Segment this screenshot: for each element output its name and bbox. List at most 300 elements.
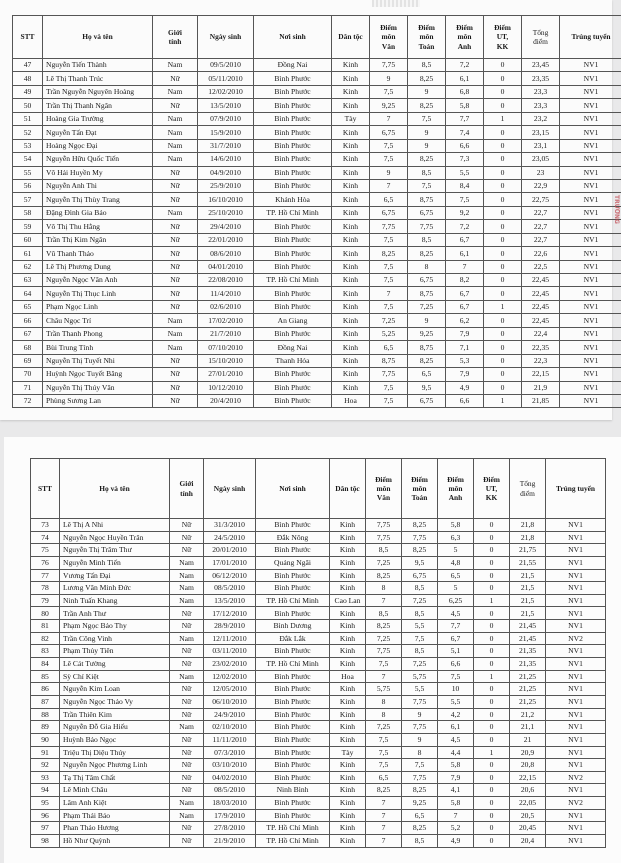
header-total — [522, 16, 560, 59]
document-page-2 — [4, 437, 621, 863]
cell-lit: 6,5 — [370, 193, 408, 206]
cell-ethnicity: Kinh — [332, 368, 370, 381]
cell-stt: 49 — [13, 85, 43, 98]
header-total — [510, 459, 546, 519]
cell-math: 6,5 — [408, 368, 446, 381]
cell-gender: Nữ — [153, 72, 198, 85]
cell-gender: Nam — [170, 809, 204, 822]
cell-bonus: 0 — [484, 139, 522, 152]
cell-stt: 86 — [31, 683, 60, 696]
cell-birthplace: Bình Phước — [254, 153, 332, 166]
cell-name: Trần Thiên Kim — [60, 708, 170, 721]
cell-gender: Nam — [153, 59, 198, 72]
cell-eng: 5 — [438, 582, 474, 595]
cell-admit: NV1 — [546, 695, 606, 708]
cell-dob: 04/02/2010 — [204, 771, 256, 784]
cell-gender: Nữ — [153, 300, 198, 313]
cell-admit: NV1 — [560, 381, 621, 394]
cell-name: Nguyễn Tấn Đạt — [43, 126, 153, 139]
cell-math: 7,75 — [402, 771, 438, 784]
header-dob: Ngày sinh — [204, 459, 256, 519]
cell-math: 9 — [408, 126, 446, 139]
cell-birthplace: Bình Phước — [254, 166, 332, 179]
cell-admit: NV1 — [546, 519, 606, 532]
cell-gender: Nam — [170, 670, 204, 683]
cell-ethnicity: Kinh — [332, 354, 370, 367]
cell-name: Nguyễn Thị Thúy Vân — [43, 381, 153, 394]
cell-name: Nguyễn Anh Thi — [43, 179, 153, 192]
table-row — [13, 368, 621, 381]
cell-bonus: 0 — [484, 166, 522, 179]
table-header-row — [13, 16, 621, 59]
cell-total: 23,35 — [522, 72, 560, 85]
cell-gender: Nam — [170, 797, 204, 810]
cell-birthplace: Bình Phước — [256, 683, 330, 696]
cell-total: 20,8 — [510, 759, 546, 772]
cell-math: 8,25 — [408, 153, 446, 166]
cell-name: Lê Thị Phương Dung — [43, 260, 153, 273]
cell-math: 7,5 — [408, 112, 446, 125]
cell-math: 7,25 — [402, 594, 438, 607]
cell-stt: 96 — [31, 809, 60, 822]
table-row — [31, 746, 606, 759]
cell-admit: NV1 — [560, 139, 621, 152]
cell-stt: 84 — [31, 658, 60, 671]
cell-bonus: 0 — [474, 733, 510, 746]
cell-math: 9 — [408, 314, 446, 327]
cell-bonus: 0 — [484, 153, 522, 166]
cell-birthplace: Bình Phước — [256, 544, 330, 557]
faint-stamp-mark — [372, 0, 420, 7]
table-row — [13, 394, 621, 407]
cell-dob: 17/12/2010 — [204, 607, 256, 620]
cell-dob: 17/01/2010 — [204, 556, 256, 569]
cell-gender: Nữ — [170, 746, 204, 759]
cell-ethnicity: Kinh — [332, 341, 370, 354]
table-row — [31, 670, 606, 683]
cell-stt: 74 — [31, 531, 60, 544]
cell-admit: NV1 — [546, 670, 606, 683]
cell-dob: 21/9/2010 — [204, 835, 256, 848]
cell-bonus: 1 — [484, 394, 522, 407]
cell-math: 5,5 — [402, 620, 438, 633]
cell-gender: Nữ — [170, 519, 204, 532]
cell-eng: 5,1 — [438, 645, 474, 658]
cell-ethnicity: Kinh — [332, 274, 370, 287]
header-name: Họ và tên — [60, 459, 170, 519]
cell-ethnicity: Kinh — [330, 695, 366, 708]
cell-admit: NV1 — [560, 85, 621, 98]
cell-lit: 7 — [370, 287, 408, 300]
table-row — [13, 126, 621, 139]
cell-total: 21,5 — [510, 569, 546, 582]
cell-ethnicity: Kinh — [330, 658, 366, 671]
cell-gender: Nam — [170, 632, 204, 645]
cell-gender: Nam — [153, 314, 198, 327]
cell-eng: 7,4 — [446, 126, 484, 139]
table-row — [13, 314, 621, 327]
header-total-label: Tổng điểm — [519, 479, 536, 498]
cell-math: 9,5 — [408, 381, 446, 394]
table-row — [13, 193, 621, 206]
cell-stt: 55 — [13, 166, 43, 179]
cell-name: Lê Cát Tường — [60, 658, 170, 671]
cell-admit: NV1 — [560, 153, 621, 166]
cell-birthplace: Bình Phước — [254, 394, 332, 407]
header-dob: Ngày sinh — [198, 16, 254, 59]
cell-total: 21,8 — [510, 531, 546, 544]
cell-eng: 7,2 — [446, 59, 484, 72]
table-row — [13, 59, 621, 72]
cell-lit: 9 — [370, 72, 408, 85]
cell-bonus: 0 — [474, 531, 510, 544]
cell-gender: Nữ — [153, 274, 198, 287]
table-row — [31, 835, 606, 848]
cell-bonus: 0 — [474, 771, 510, 784]
cell-birthplace: Bình Phước — [256, 746, 330, 759]
cell-gender: Nữ — [153, 220, 198, 233]
cell-stt: 91 — [31, 746, 60, 759]
cell-name: Trần Thị Kim Ngân — [43, 233, 153, 246]
table-row — [31, 594, 606, 607]
cell-ethnicity: Kinh — [332, 260, 370, 273]
cell-math: 8,25 — [408, 72, 446, 85]
cell-name: Lê Minh Châu — [60, 784, 170, 797]
cell-name: Huỳnh Ngọc Tuyết Băng — [43, 368, 153, 381]
cell-total: 21,9 — [522, 381, 560, 394]
cell-stt: 51 — [13, 112, 43, 125]
cell-stt: 63 — [13, 274, 43, 287]
cell-admit: NV2 — [546, 632, 606, 645]
cell-birthplace: TP. Hồ Chí Minh — [256, 594, 330, 607]
cell-admit: NV1 — [560, 274, 621, 287]
table-row — [31, 822, 606, 835]
cell-eng: 6,6 — [446, 139, 484, 152]
cell-birthplace: Bình Phước — [256, 582, 330, 595]
cell-lit: 7,25 — [370, 314, 408, 327]
cell-bonus: 0 — [484, 126, 522, 139]
cell-stt: 97 — [31, 822, 60, 835]
cell-eng: 7,9 — [446, 368, 484, 381]
cell-name: Nguyễn Kim Loan — [60, 683, 170, 696]
cell-dob: 27/8/2010 — [204, 822, 256, 835]
cell-eng: 9,2 — [446, 206, 484, 219]
cell-bonus: 0 — [474, 708, 510, 721]
cell-dob: 08/5/2010 — [204, 582, 256, 595]
header-gender-label: Giới tính — [179, 479, 194, 498]
cell-birthplace: Quảng Ngãi — [256, 556, 330, 569]
cell-eng: 6,6 — [438, 658, 474, 671]
cell-ethnicity: Kinh — [330, 620, 366, 633]
cell-eng: 6,8 — [446, 85, 484, 98]
cell-birthplace: TP. Hồ Chí Minh — [256, 658, 330, 671]
cell-bonus: 0 — [474, 544, 510, 557]
cell-dob: 25/9/2010 — [198, 179, 254, 192]
cell-total: 21 — [510, 733, 546, 746]
header-name: Họ và tên — [43, 16, 153, 59]
cell-gender: Nam — [170, 556, 204, 569]
cell-eng: 7,1 — [446, 341, 484, 354]
cell-admit: NV1 — [560, 314, 621, 327]
cell-ethnicity: Kinh — [332, 72, 370, 85]
cell-name: Vương Tấn Đại — [60, 569, 170, 582]
admission-table-page-1 — [12, 15, 621, 408]
cell-name: Lâm Anh Kiệt — [60, 797, 170, 810]
cell-lit: 7,5 — [370, 139, 408, 152]
table-row — [31, 695, 606, 708]
cell-bonus: 0 — [474, 645, 510, 658]
cell-math: 8,25 — [402, 519, 438, 532]
table-row — [13, 260, 621, 273]
cell-ethnicity: Kinh — [332, 314, 370, 327]
cell-lit: 7,5 — [370, 300, 408, 313]
cell-admit: NV1 — [546, 556, 606, 569]
cell-name: Châu Ngọc Trí — [43, 314, 153, 327]
cell-total: 22,35 — [522, 341, 560, 354]
cell-admit: NV1 — [560, 206, 621, 219]
table-row — [31, 632, 606, 645]
cell-eng: 7,3 — [446, 153, 484, 166]
cell-ethnicity: Kinh — [332, 193, 370, 206]
cell-total: 22,45 — [522, 314, 560, 327]
cell-bonus: 0 — [484, 260, 522, 273]
cell-admit: NV1 — [560, 394, 621, 407]
cell-admit: NV1 — [546, 683, 606, 696]
cell-lit: 7,25 — [366, 556, 402, 569]
cell-stt: 68 — [13, 341, 43, 354]
cell-math: 6,75 — [402, 569, 438, 582]
table-row — [13, 300, 621, 313]
cell-bonus: 0 — [484, 233, 522, 246]
cell-name: Sỳ Chí Kiệt — [60, 670, 170, 683]
cell-stt: 80 — [31, 607, 60, 620]
table-row — [13, 341, 621, 354]
cell-stt: 82 — [31, 632, 60, 645]
header-lit — [366, 459, 402, 519]
cell-bonus: 0 — [484, 179, 522, 192]
cell-dob: 07/3/2010 — [204, 746, 256, 759]
cell-eng: 4,2 — [438, 708, 474, 721]
cell-lit: 7,25 — [366, 721, 402, 734]
cell-math: 8,25 — [408, 247, 446, 260]
cell-birthplace: Bình Phước — [254, 85, 332, 98]
cell-birthplace: Bình Phước — [254, 99, 332, 112]
cell-name: Lê Thị A Nhi — [60, 519, 170, 532]
header-eng — [438, 459, 474, 519]
table-header-row — [31, 459, 606, 519]
cell-total: 23 — [522, 166, 560, 179]
cell-lit: 7 — [370, 112, 408, 125]
cell-lit: 7,5 — [366, 658, 402, 671]
cell-stt: 58 — [13, 206, 43, 219]
cell-dob: 10/12/2010 — [198, 381, 254, 394]
cell-eng: 4,5 — [438, 733, 474, 746]
cell-bonus: 0 — [474, 822, 510, 835]
cell-dob: 02/6/2010 — [198, 300, 254, 313]
cell-ethnicity: Kinh — [330, 556, 366, 569]
table-row — [13, 179, 621, 192]
cell-eng: 4,4 — [438, 746, 474, 759]
cell-math: 7,75 — [402, 531, 438, 544]
header-lit — [370, 16, 408, 59]
cell-ethnicity: Kinh — [332, 153, 370, 166]
header-math — [402, 459, 438, 519]
table-row — [13, 247, 621, 260]
cell-dob: 02/10/2010 — [204, 721, 256, 734]
cell-name: Nguyễn Đỗ Gia Hiếu — [60, 721, 170, 734]
cell-total: 22,45 — [522, 300, 560, 313]
cell-lit: 8,25 — [366, 784, 402, 797]
cell-eng: 6,3 — [438, 531, 474, 544]
cell-total: 22,75 — [522, 193, 560, 206]
cell-gender: Nữ — [170, 784, 204, 797]
cell-ethnicity: Kinh — [330, 632, 366, 645]
cell-gender: Nữ — [153, 381, 198, 394]
cell-bonus: 0 — [474, 809, 510, 822]
cell-lit: 5,75 — [366, 683, 402, 696]
cell-dob: 12/02/2010 — [204, 670, 256, 683]
cell-ethnicity: Kinh — [330, 544, 366, 557]
header-math-label: Điểm môn Toán — [418, 23, 435, 51]
cell-stt: 66 — [13, 314, 43, 327]
cell-total: 22,9 — [522, 179, 560, 192]
cell-ethnicity: Kinh — [332, 327, 370, 340]
cell-name: Bùi Trung Tính — [43, 341, 153, 354]
cell-ethnicity: Kinh — [332, 206, 370, 219]
cell-bonus: 1 — [474, 594, 510, 607]
cell-birthplace: Bình Phước — [256, 708, 330, 721]
cell-ethnicity: Kinh — [332, 300, 370, 313]
header-bonus-label: Điểm UT, KK — [483, 474, 500, 503]
cell-dob: 11/4/2010 — [198, 287, 254, 300]
cell-bonus: 0 — [474, 835, 510, 848]
cell-name: Phạm Thủy Tiên — [60, 645, 170, 658]
cell-lit: 7 — [366, 822, 402, 835]
cell-math: 8,25 — [408, 99, 446, 112]
cell-ethnicity: Kinh — [332, 233, 370, 246]
cell-math: 8,5 — [402, 645, 438, 658]
cell-birthplace: Bình Phước — [254, 247, 332, 260]
admission-table-page-2 — [30, 458, 606, 848]
table-row — [31, 721, 606, 734]
cell-bonus: 0 — [474, 556, 510, 569]
cell-stt: 75 — [31, 544, 60, 557]
cell-eng: 4,9 — [446, 381, 484, 394]
cell-eng: 5,8 — [438, 797, 474, 810]
cell-eng: 5,8 — [446, 99, 484, 112]
table-body-page-1 — [13, 59, 621, 408]
table-body-page-2 — [31, 519, 606, 848]
cell-lit: 7 — [366, 670, 402, 683]
cell-dob: 08/6/2010 — [198, 247, 254, 260]
cell-gender: Nữ — [153, 193, 198, 206]
cell-ethnicity: Kinh — [330, 607, 366, 620]
header-ethnicity: Dân tộc — [332, 16, 370, 59]
cell-ethnicity: Hoa — [330, 670, 366, 683]
cell-dob: 03/11/2010 — [204, 645, 256, 658]
cell-bonus: 0 — [474, 797, 510, 810]
cell-total: 21,2 — [510, 708, 546, 721]
cell-total: 21,25 — [510, 670, 546, 683]
cell-gender: Nữ — [170, 645, 204, 658]
cell-eng: 6,25 — [438, 594, 474, 607]
cell-ethnicity: Kinh — [330, 759, 366, 772]
cell-lit: 7,5 — [370, 274, 408, 287]
cell-eng: 4,5 — [438, 607, 474, 620]
cell-stt: 77 — [31, 569, 60, 582]
cell-bonus: 0 — [484, 327, 522, 340]
cell-gender: Nữ — [170, 658, 204, 671]
cell-gender: Nữ — [153, 166, 198, 179]
cell-dob: 20/4/2010 — [198, 394, 254, 407]
cell-gender: Nữ — [170, 683, 204, 696]
cell-total: 23,15 — [522, 126, 560, 139]
cell-eng: 5,5 — [438, 695, 474, 708]
cell-total: 21,45 — [510, 620, 546, 633]
cell-eng: 5,3 — [446, 354, 484, 367]
table-row — [31, 797, 606, 810]
cell-birthplace: Bình Phước — [256, 809, 330, 822]
table-row — [13, 354, 621, 367]
cell-gender: Nữ — [170, 708, 204, 721]
cell-name: Tạ Thị Tâm Chất — [60, 771, 170, 784]
cell-dob: 16/10/2010 — [198, 193, 254, 206]
cell-bonus: 1 — [474, 670, 510, 683]
cell-stt: 53 — [13, 139, 43, 152]
cell-admit: NV1 — [546, 569, 606, 582]
cell-lit: 6,75 — [370, 206, 408, 219]
cell-bonus: 1 — [474, 746, 510, 759]
cell-admit: NV1 — [560, 193, 621, 206]
cell-stt: 85 — [31, 670, 60, 683]
cell-name: Trần Nguyễn Nguyên Hoàng — [43, 85, 153, 98]
cell-ethnicity: Tày — [330, 746, 366, 759]
cell-birthplace: Bình Phước — [256, 771, 330, 784]
header-math-label: Điểm môn Toán — [411, 474, 428, 503]
cell-name: Vũ Thanh Thảo — [43, 247, 153, 260]
cell-name: Hồ Như Quỳnh — [60, 835, 170, 848]
table-row — [31, 759, 606, 772]
cell-admit: NV1 — [546, 746, 606, 759]
cell-gender: Nữ — [170, 607, 204, 620]
cell-gender: Nam — [170, 721, 204, 734]
cell-dob: 27/01/2010 — [198, 368, 254, 381]
cell-ethnicity: Hoa — [332, 394, 370, 407]
cell-dob: 31/3/2010 — [204, 519, 256, 532]
cell-bonus: 0 — [474, 721, 510, 734]
cell-birthplace: Ninh Bình — [256, 784, 330, 797]
cell-lit: 7,75 — [370, 368, 408, 381]
cell-eng: 6,7 — [438, 632, 474, 645]
cell-name: Nguyễn Hữu Quốc Tiến — [43, 153, 153, 166]
cell-eng: 8,2 — [446, 274, 484, 287]
cell-stt: 95 — [31, 797, 60, 810]
cell-math: 5,75 — [402, 670, 438, 683]
cell-total: 21,55 — [510, 556, 546, 569]
cell-dob: 14/6/2010 — [198, 153, 254, 166]
cell-lit: 7 — [370, 179, 408, 192]
cell-bonus: 0 — [474, 683, 510, 696]
cell-gender: Nam — [153, 341, 198, 354]
cell-stt: 47 — [13, 59, 43, 72]
cell-total: 23,3 — [522, 99, 560, 112]
cell-lit: 8,5 — [366, 607, 402, 620]
cell-total: 20,9 — [510, 746, 546, 759]
cell-name: Nguyễn Thị Tuyết Nhi — [43, 354, 153, 367]
cell-total: 22,7 — [522, 233, 560, 246]
cell-admit: NV1 — [546, 582, 606, 595]
cell-dob: 12/02/2010 — [198, 85, 254, 98]
